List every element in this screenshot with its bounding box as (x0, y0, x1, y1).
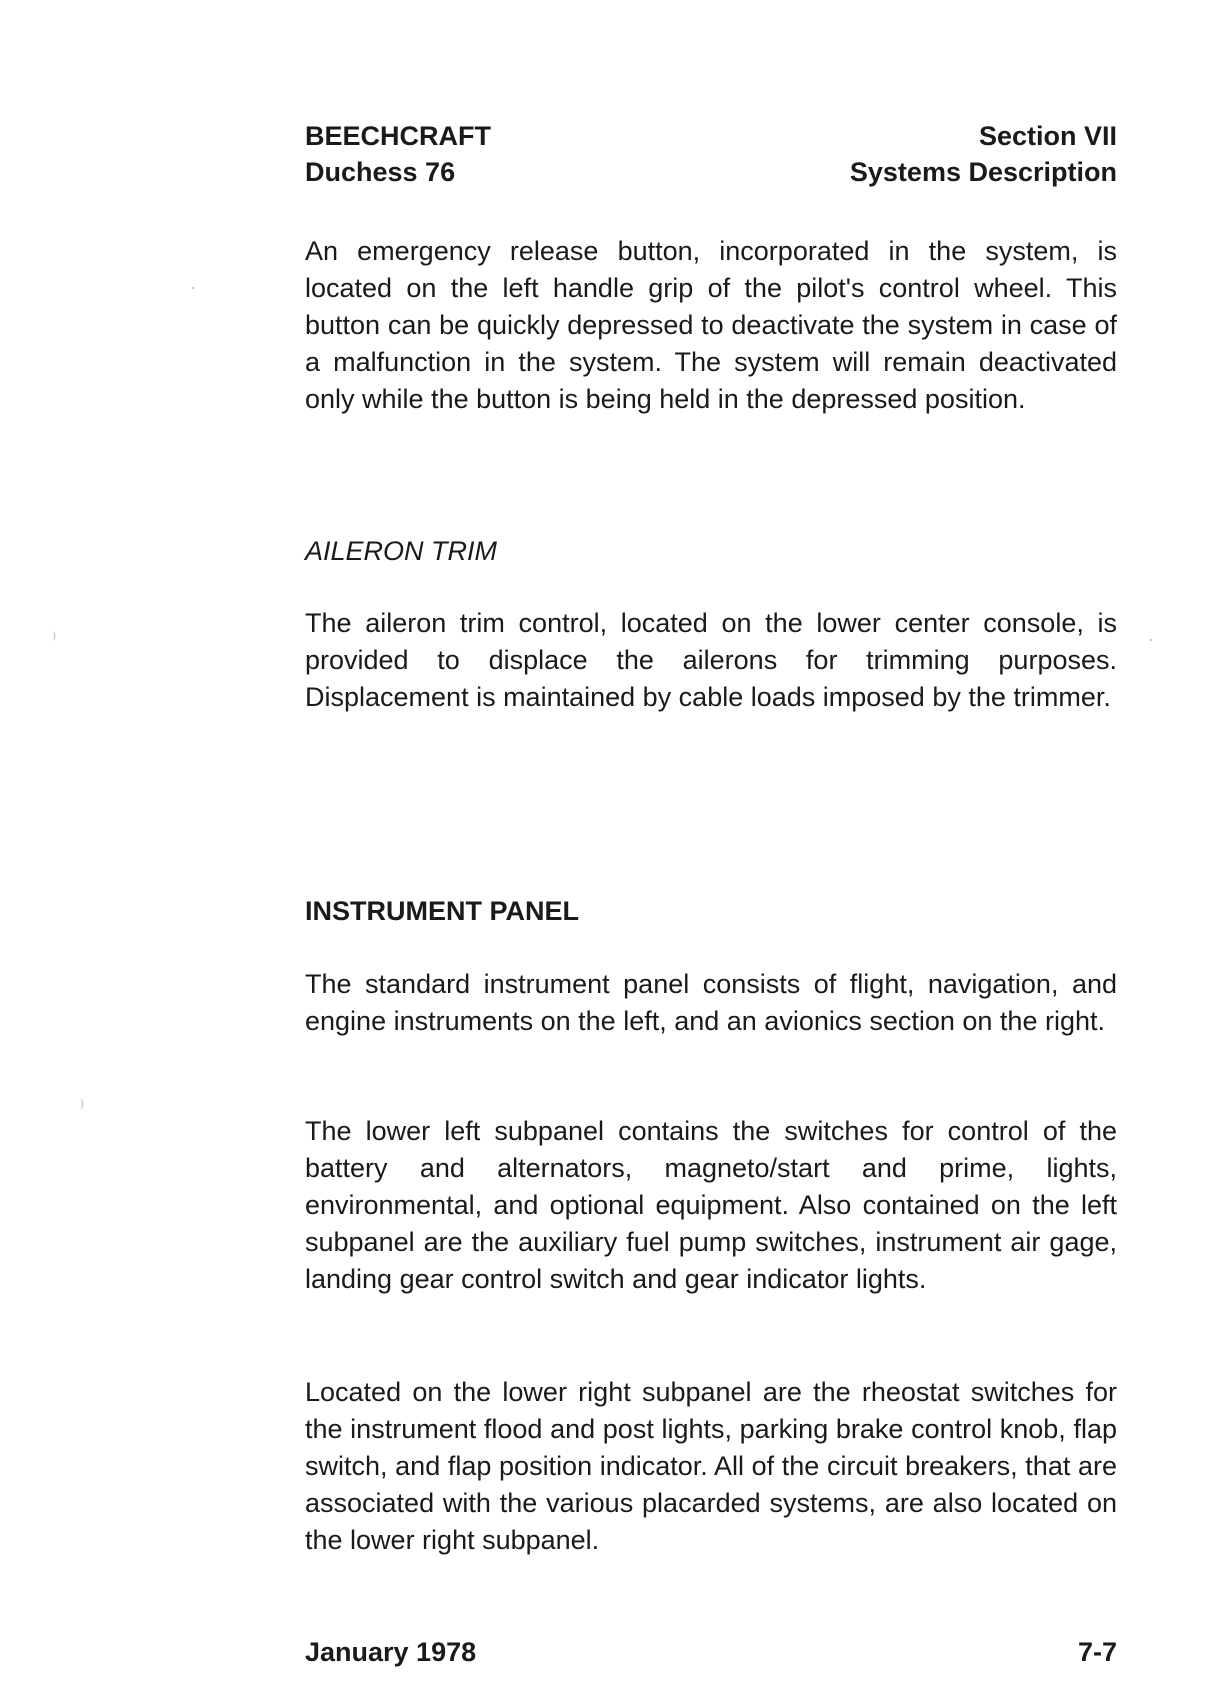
header-model: Duchess 76 (305, 157, 456, 187)
heading-aileron-trim: AILERON TRIM (305, 536, 498, 566)
paragraph-instrument-panel-3: Located on the lower right subpanel are the rheostat switches for the instrument flood and post lights, parking brake control knob, flap switch, and flap position indicator. All of the circuit breakers, that are associated with the various placarded systems, are also located on the lower right subpanel. (305, 1377, 1117, 1555)
scan-speck: ⁾ (80, 1097, 85, 1117)
heading-instrument-panel: INSTRUMENT PANEL (305, 896, 579, 926)
header-section-title: Systems Description (849, 157, 1117, 187)
scan-speck: · (1148, 629, 1154, 649)
scan-speck: ⁾ (52, 629, 57, 649)
paragraph-aileron-trim: The aileron trim control, located on the lower center console, is provided to displace the ailerons for trimming purposes. Displacement is maintained by cable loads imposed by the trimmer. (305, 608, 1117, 712)
footer-page-number: 7-7 (1077, 1637, 1117, 1667)
paragraph-emergency-release: An emergency release button, incorporated in the system, is located on the left handle grip of the pilot's control wheel. This button can be quickly depressed to deactivate the system in case of a malfunction in the system. The system will remain deactivated only while the button is being held in the depressed position. (305, 236, 1117, 414)
header-section: Section VII (978, 121, 1117, 151)
paragraph-instrument-panel-1: The standard instrument panel consists of flight, navigation, and engine instruments on the left, and an avionics section on the right. (305, 969, 1117, 1036)
header-left (305, 118, 491, 190)
header-right (850, 118, 1117, 190)
footer-date: January 1978 (305, 1637, 477, 1667)
header-manufacturer: BEECHCRAFT (305, 121, 491, 151)
scan-speck: · (190, 277, 196, 297)
paragraph-instrument-panel-2: The lower left subpanel contains the switches for control of the battery and alternators, magneto/start and prime, lights, environmental, and optional equipment. Also contained on the left subpanel are the auxiliary fuel pump switches, instrument air gage, landing gear control switch and gear indicator lights. (305, 1116, 1117, 1294)
